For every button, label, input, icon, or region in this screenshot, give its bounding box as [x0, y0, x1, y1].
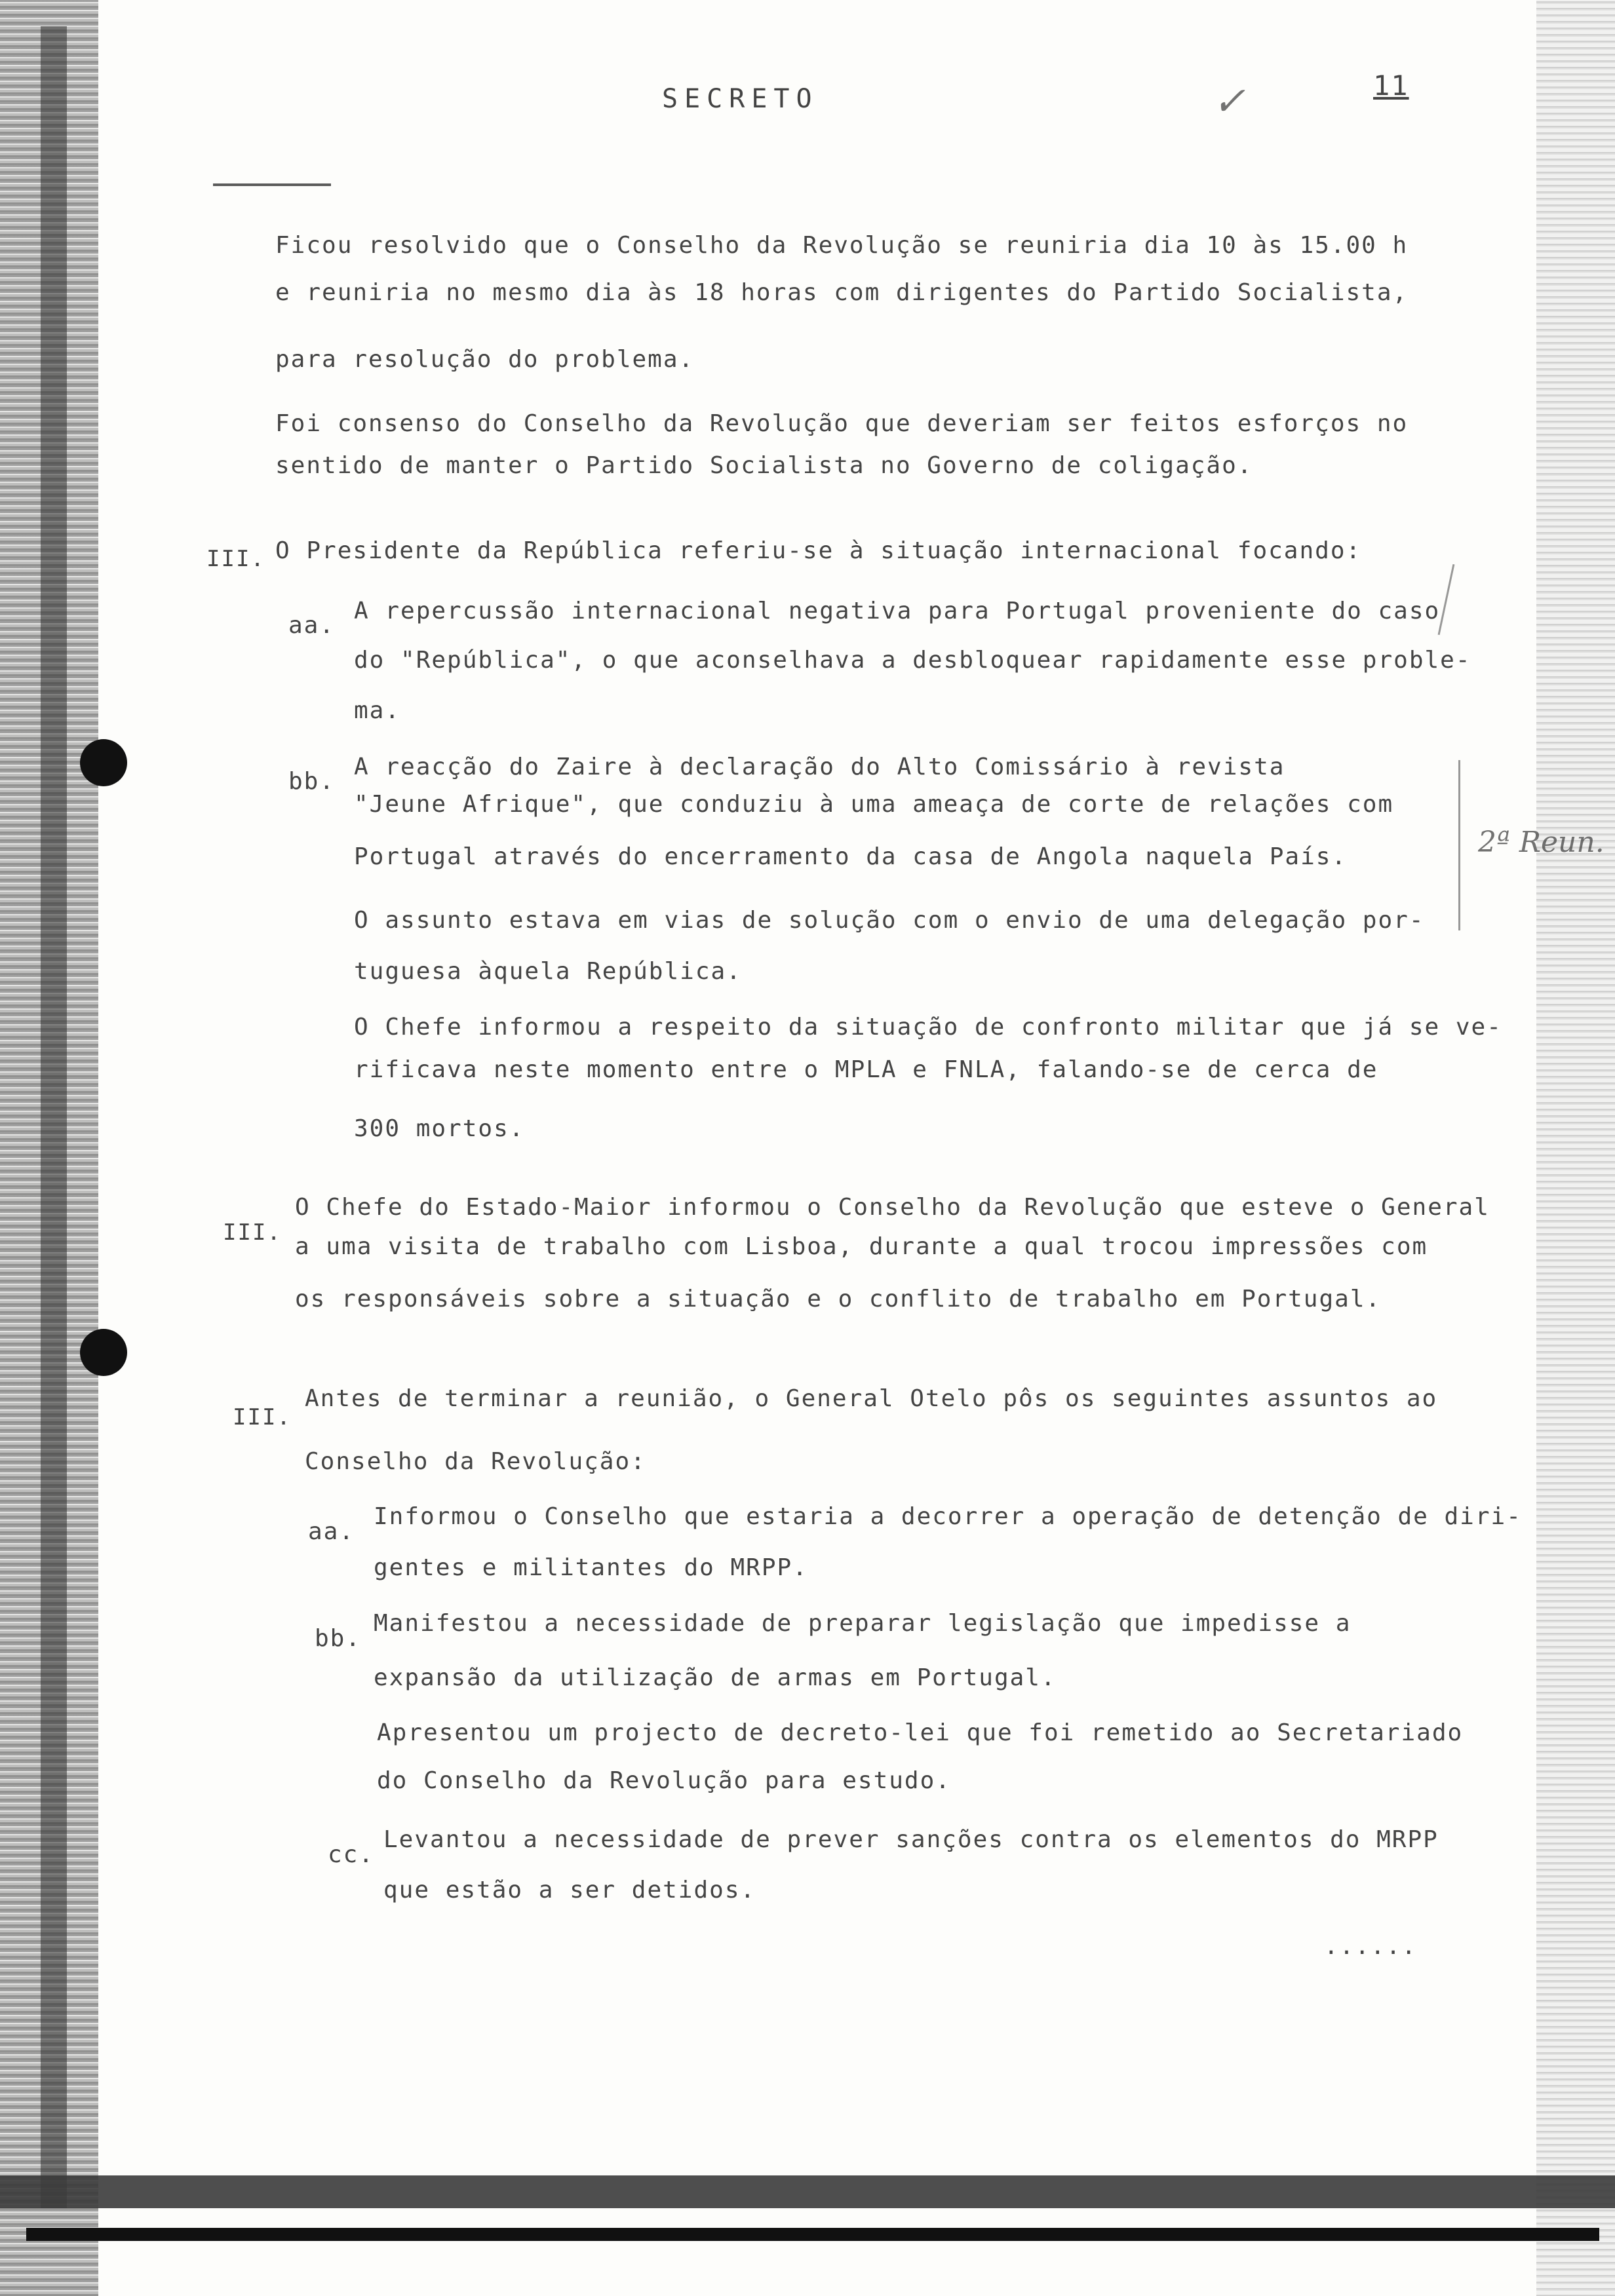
- punch-hole-lower: [80, 1329, 127, 1376]
- note-line: tuguesa àquela República.: [354, 958, 742, 985]
- item-line: A reacção do Zaire à declaração do Alto Comissário à revista: [354, 754, 1285, 780]
- header-rule: [213, 183, 331, 186]
- scan-bottom-line: [26, 2228, 1599, 2241]
- punch-hole-upper: [80, 739, 127, 786]
- paragraph-line: para resolução do problema.: [275, 346, 695, 373]
- item-line: do "República", o que aconselhava a desbloquear rapidamente esse proble-: [354, 647, 1471, 674]
- item-line: A repercussão internacional negativa para Portugal proveniente do caso: [354, 598, 1441, 624]
- scan-binding-shadow: [41, 26, 67, 2208]
- page-number: 11: [1373, 69, 1409, 102]
- paragraph-line: Ficou resolvido que o Conselho da Revolução se reuniria dia 10 às 15.00 h: [275, 232, 1409, 259]
- scan-edge-bottom: [0, 2175, 1615, 2208]
- item-line: "Jeune Afrique", que conduziu à uma ameaça de corte de relações com: [354, 791, 1394, 818]
- section-line: Conselho da Revolução:: [305, 1448, 646, 1475]
- paragraph-line: Foi consenso do Conselho da Revolução que deveriam ser feitos esforços no: [275, 410, 1409, 437]
- margin-handwritten-note: 2ª Reun.: [1478, 826, 1605, 859]
- item-line: Levantou a necessidade de prever sanções contra os elementos do MRPP: [383, 1826, 1439, 1853]
- section-number: III.: [223, 1219, 282, 1246]
- section-line: a uma visita de trabalho com Lisboa, durante a qual trocou impressões com: [295, 1233, 1428, 1260]
- item-line: Informou o Conselho que estaria a decorrer a operação de detenção de diri-: [374, 1503, 1522, 1530]
- scan-edge-right: [1536, 0, 1615, 2296]
- item-line: ma.: [354, 697, 401, 724]
- section-number: III.: [206, 546, 265, 572]
- section-intro: O Chefe do Estado-Maior informou o Conselho da Revolução que esteve o General: [295, 1194, 1490, 1221]
- margin-pen-stroke: [1438, 564, 1455, 635]
- note-line: do Conselho da Revolução para estudo.: [377, 1767, 951, 1794]
- item-line: expansão da utilização de armas em Portugal.: [374, 1664, 1057, 1691]
- note-line: rificava neste momento entre o MPLA e FNLA, falando-se de cerca de: [354, 1056, 1378, 1083]
- section-intro: O Presidente da República referiu-se à situação internacional focando:: [275, 537, 1362, 564]
- item-line: Portugal através do encerramento da casa de Angola naquela País.: [354, 843, 1348, 870]
- section-number: III.: [233, 1404, 292, 1430]
- item-marker: aa.: [288, 612, 336, 639]
- item-marker: cc.: [328, 1841, 375, 1868]
- continuation-mark: ......: [1324, 1933, 1418, 1960]
- item-marker: bb.: [315, 1625, 362, 1652]
- note-line: O assunto estava em vias de solução com o envio de uma delegação por-: [354, 907, 1425, 934]
- item-line: Manifestou a necessidade de preparar legislação que impedisse a: [374, 1610, 1352, 1637]
- section-intro: Antes de terminar a reunião, o General Otelo pôs os seguintes assuntos ao: [305, 1385, 1438, 1412]
- margin-bracket-stroke: [1458, 760, 1460, 930]
- note-line: 300 mortos.: [354, 1115, 525, 1142]
- item-marker: bb.: [288, 768, 336, 795]
- paragraph-line: sentido de manter o Partido Socialista no Governo de coligação.: [275, 452, 1253, 479]
- handwritten-initials-mark: ✓: [1213, 79, 1246, 124]
- note-line: O Chefe informou a respeito da situação de confronto militar que já se ve-: [354, 1014, 1502, 1041]
- item-line: que estão a ser detidos.: [383, 1877, 756, 1904]
- paragraph-line: e reuniria no mesmo dia às 18 horas com dirigentes do Partido Socialista,: [275, 279, 1409, 306]
- note-line: Apresentou um projecto de decreto-lei que foi remetido ao Secretariado: [377, 1719, 1464, 1746]
- section-line: os responsáveis sobre a situação e o conflito de trabalho em Portugal.: [295, 1286, 1382, 1312]
- item-marker: aa.: [308, 1518, 355, 1545]
- classification-heading: SECRETO: [662, 84, 819, 114]
- item-line: gentes e militantes do MRPP.: [374, 1554, 808, 1581]
